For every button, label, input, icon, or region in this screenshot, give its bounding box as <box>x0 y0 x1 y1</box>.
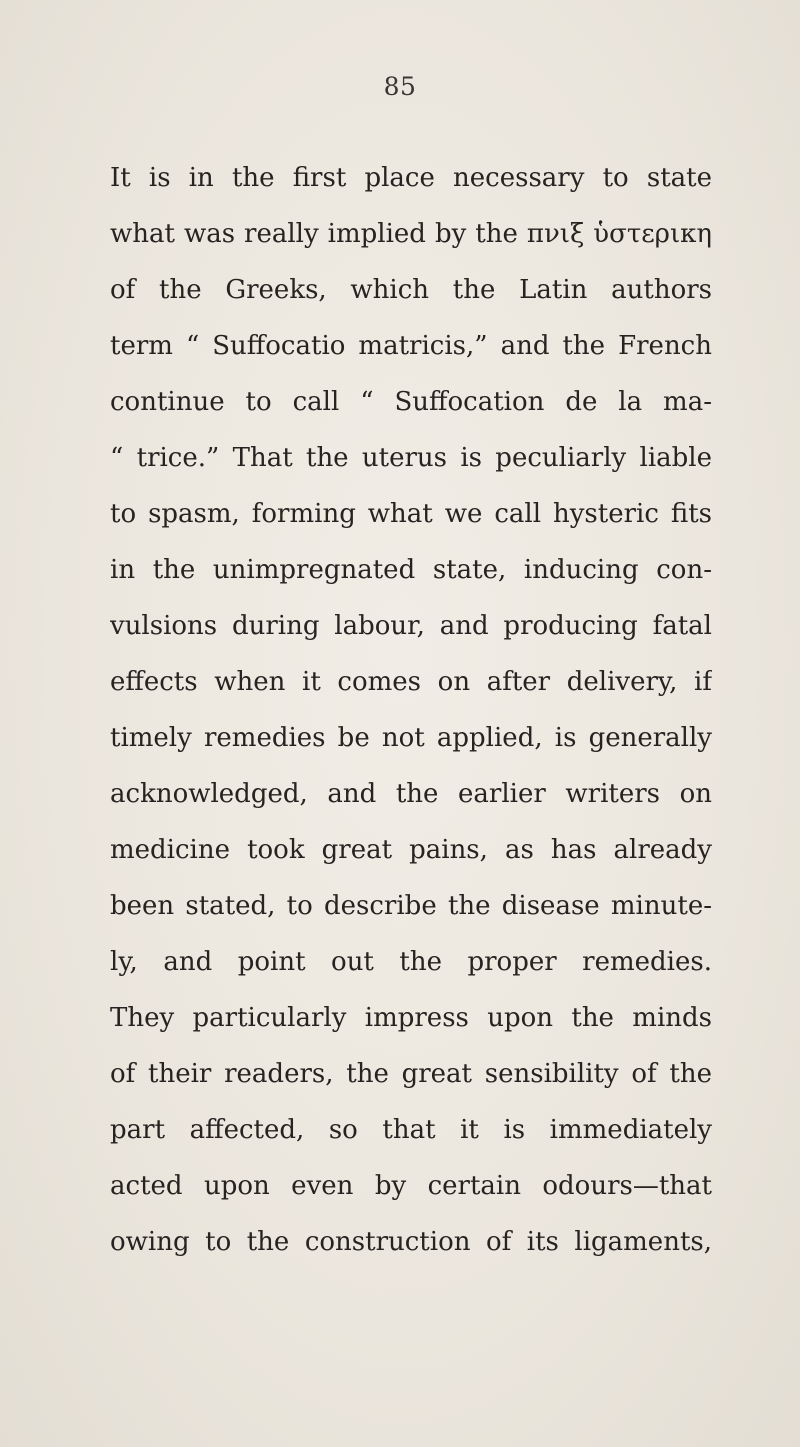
text-line: vulsions during labour, and producing fatal <box>110 611 712 641</box>
text-line: “ trice.” That the uterus is peculiarly liable <box>110 443 712 473</box>
text-line: timely remedies be not applied, is generally <box>110 723 712 753</box>
text-line: acknowledged, and the earlier writers on <box>110 779 712 809</box>
text-line: what was really implied by the πνιξ ὑστερικη <box>110 219 712 249</box>
text-line: They particularly impress upon the minds <box>110 1003 712 1033</box>
text-line: continue to call “ Suffocation de la ma- <box>110 387 712 417</box>
text-line: to spasm, forming what we call hysteric fits <box>110 499 712 529</box>
text-line: term “ Suffocatio matricis,” and the French <box>110 331 712 361</box>
text-line: medicine took great pains, as has already <box>110 835 712 865</box>
text-line: in the unimpregnated state, inducing con- <box>110 555 712 585</box>
page-number: 85 <box>383 72 417 101</box>
text-line: It is in the first place necessary to state <box>110 163 712 193</box>
text-line: owing to the construction of its ligaments, <box>110 1227 712 1257</box>
text-line: been stated, to describe the disease minute- <box>110 891 712 921</box>
text-line: ly, and point out the proper remedies. <box>110 947 712 977</box>
text-line: of the Greeks, which the Latin authors <box>110 275 712 305</box>
text-line: acted upon even by certain odours—that <box>110 1171 712 1201</box>
text-line: effects when it comes on after delivery, if <box>110 667 712 697</box>
text-line: part affected, so that it is immediately <box>110 1115 712 1145</box>
text-line: of their readers, the great sensibility of the <box>110 1059 712 1089</box>
